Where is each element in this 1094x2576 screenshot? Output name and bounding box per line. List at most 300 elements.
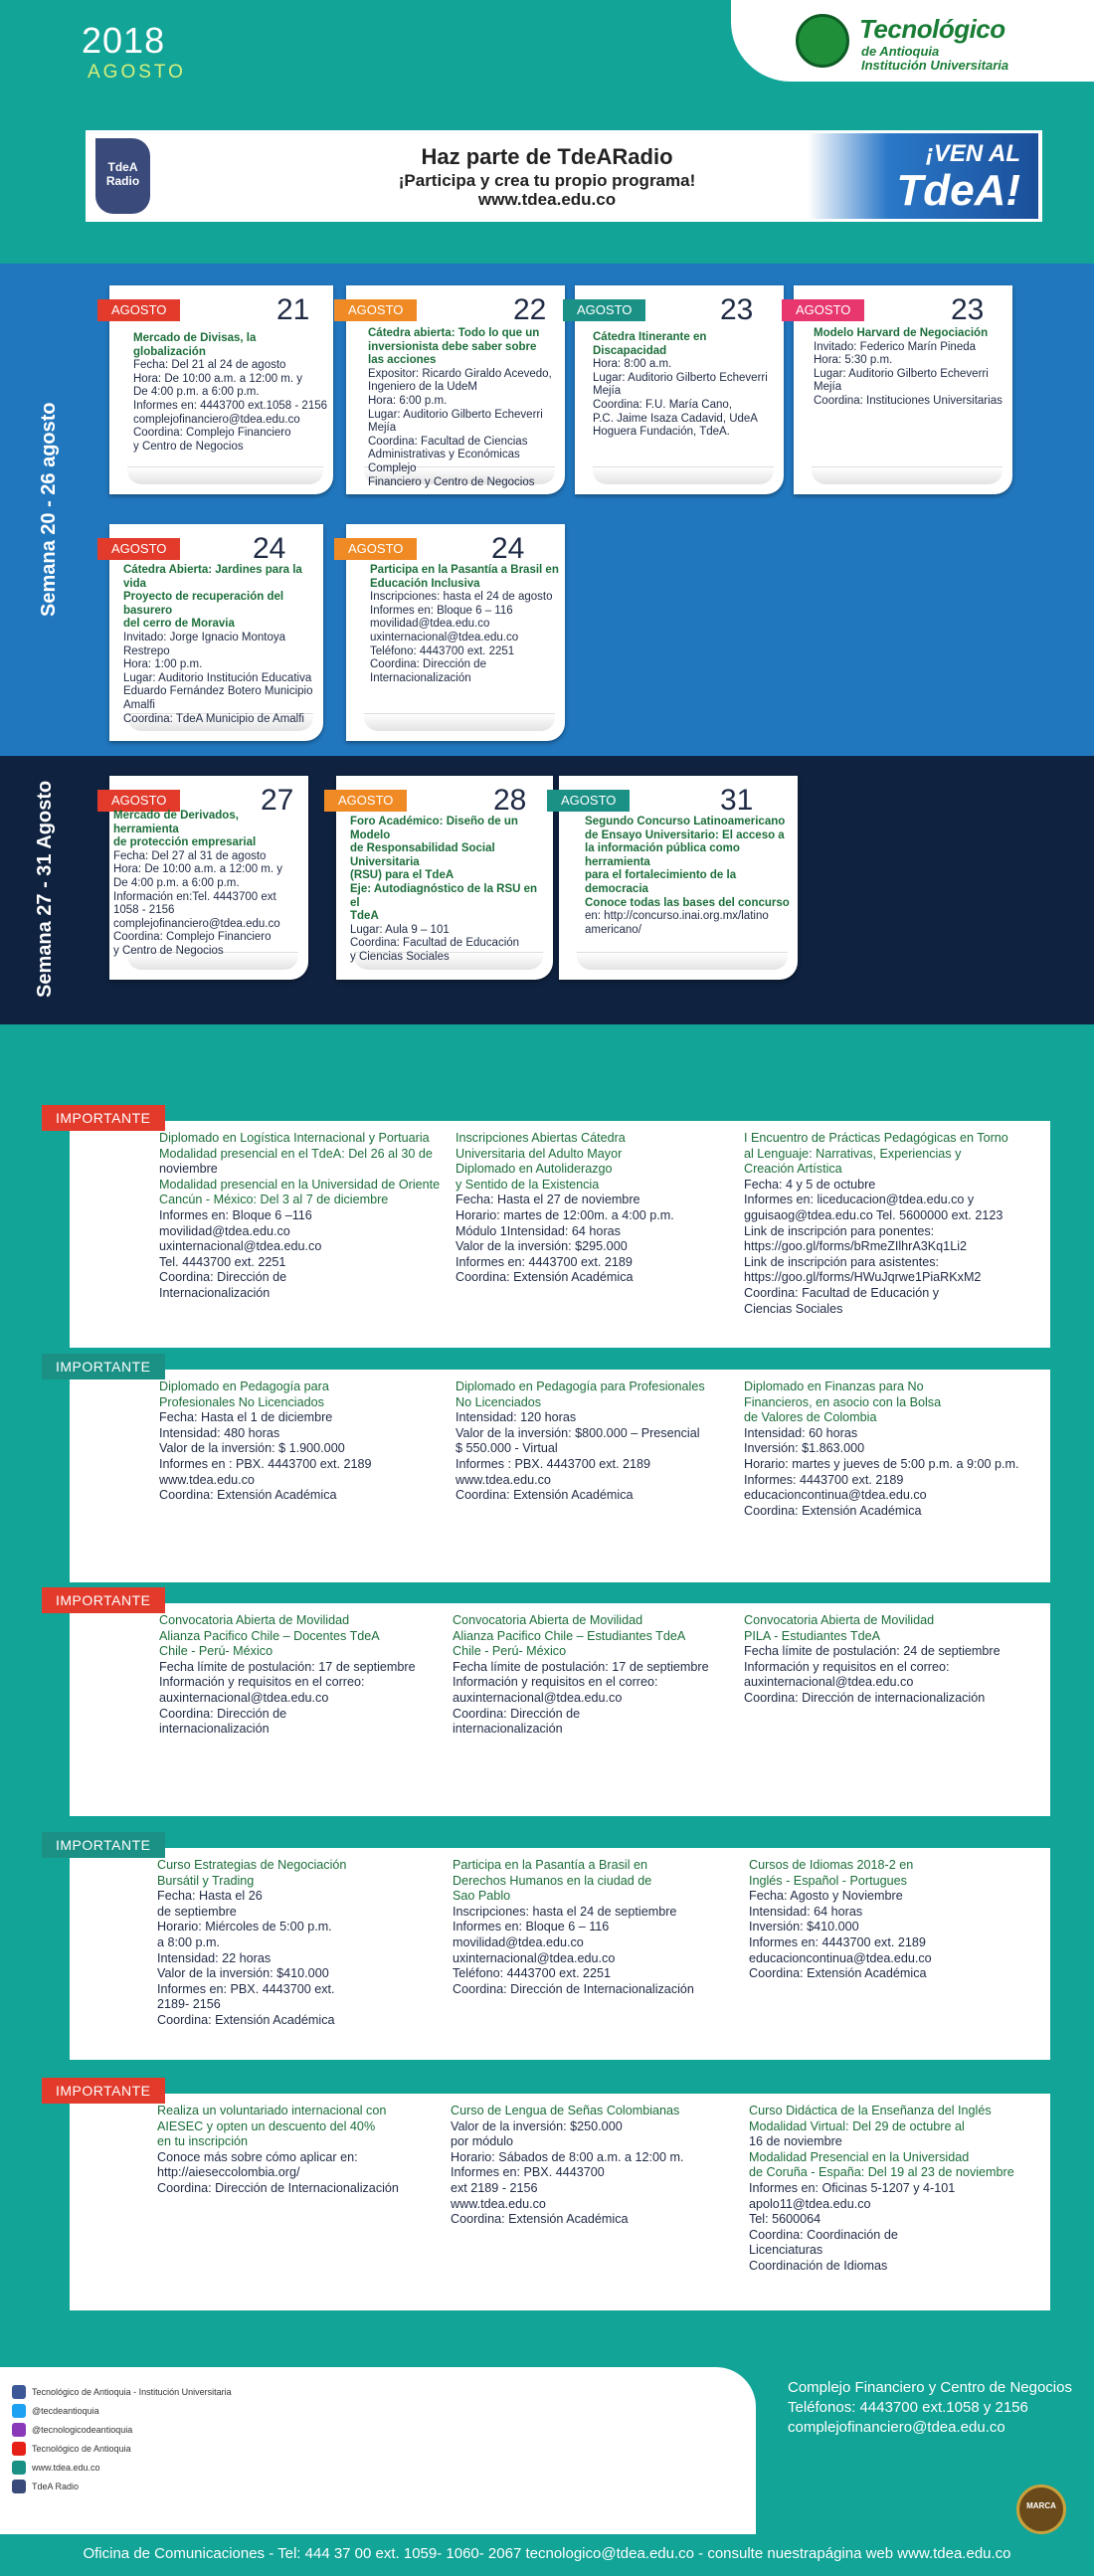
item-info-line: Informes en : PBX. 4443700 ext. 2189 (159, 1456, 372, 1471)
event-info-line: Fecha: Del 27 al 31 de agosto (113, 849, 267, 862)
event-info-line: Coordina: Dirección de (370, 658, 486, 671)
item-info-line: Horario: Sábados de 8:00 a.m. a 12:00 m. (451, 2149, 684, 2164)
item-info-line: Intensidad: 22 horas (157, 1950, 272, 1965)
item-info-line: Intensidad: 60 horas (744, 1425, 858, 1440)
item-info-line: Intensidad: 64 horas (749, 1904, 863, 1919)
item-info-line: Informes en: 4443700 ext. 2189 (749, 1934, 926, 1949)
item-info-line: a 8:00 p.m. (157, 1934, 221, 1949)
item-info-line: Internacionalización (159, 1285, 271, 1300)
item-info-line: auxinternacional@tdea.edu.co (453, 1690, 623, 1705)
event-title-line: Cátedra abierta: Todo lo que un (368, 327, 540, 339)
item-info-line: Coordina: Facultad de Educación y (744, 1285, 940, 1300)
event-info-line: Hora: De 10:00 a.m. a 12:00 m. y (113, 863, 283, 876)
item-info-line: Inversión: $410.000 (749, 1920, 859, 1934)
event-card[interactable] (559, 776, 798, 980)
item-info-line: Informes: 4443700 ext. 2189 (744, 1472, 904, 1487)
event-info-line: Coordina: Facultad de Educación (350, 937, 520, 950)
item-title-line: AIESEC y opten un descuento del 40% (157, 2118, 376, 2133)
logo-subtitle-2: Institución Universitaria (861, 58, 1009, 73)
logo-subtitle: de Antioquia (861, 44, 940, 59)
event-info-line: Amalfi (123, 698, 155, 711)
important-item (456, 1131, 739, 1286)
event-info-line: Mejía (593, 385, 622, 398)
important-item (159, 1613, 443, 1738)
tdea-logo-icon (796, 14, 849, 68)
important-item (744, 1380, 1042, 1519)
social-handle[interactable]: www.tdea.edu.co (32, 2463, 100, 2473)
event-card[interactable] (336, 776, 553, 980)
web-icon[interactable] (12, 2461, 26, 2475)
item-info-line: Informes : PBX. 4443700 ext. 2189 (456, 1456, 651, 1471)
event-info-line: Invitado: Jorge Ignacio Montoya (123, 631, 286, 644)
item-info-line: Coordina: Extensión Académica (456, 1488, 634, 1503)
item-info-line: Horario: martes y jueves de 5:00 p.m. a 9:00 p.m. (744, 1456, 1019, 1471)
item-title-line: Inscripciones Abiertas Cátedra (456, 1131, 626, 1145)
event-details (814, 327, 1008, 409)
twitter-icon[interactable] (12, 2404, 26, 2418)
item-info-line: Valor de la inversión: $295.000 (456, 1239, 628, 1254)
month-ribbon: AGOSTO (563, 299, 645, 321)
event-info-line: Lugar: Auditorio Gilberto Echeverri (593, 371, 768, 384)
item-title-line: I Encuentro de Prácticas Pedagógicas en Torno (744, 1131, 1008, 1145)
item-info-line: Cancún - México: Del 3 al 7 de diciembre (159, 1193, 389, 1207)
item-info-line: por módulo (451, 2134, 514, 2149)
important-item (744, 1613, 1042, 1707)
item-title-line: Financieros, en asocio con la Bolsa (744, 1394, 942, 1409)
social-handle[interactable]: @tecdeantioquia (32, 2406, 99, 2416)
event-title-line: Mercado de Derivados, herramienta (113, 810, 239, 835)
event-day-number: 28 (493, 784, 527, 817)
item-info-line: Coordina: Extensión Académica (744, 1503, 922, 1518)
event-day-number: 23 (951, 293, 985, 326)
item-info-line: Ciencias Sociales (744, 1301, 843, 1316)
event-info-line: Informes en: Bloque 6 – 116 (370, 604, 513, 617)
event-info-line: Hoguera Fundación, TdeA. (593, 426, 730, 439)
item-title-line: de Valores de Colombia (744, 1410, 877, 1425)
event-title-line: la información pública como herramienta (585, 842, 740, 868)
item-info-line: Tel: 5600064 (749, 2212, 821, 2227)
item-info-line: Horario: Miércoles de 5:00 p.m. (157, 1920, 332, 1934)
event-info-line: y Centro de Negocios (133, 440, 244, 453)
event-info-line: Coordina: TdeA Municipio de Amalfi (123, 712, 304, 725)
contact-email[interactable]: complejofinanciero@tdea.edu.co (788, 2419, 1005, 2436)
item-info-line: Link de inscripción para asistentes: (744, 1254, 940, 1269)
item-info-line: Fecha: Hasta el 26 (157, 1889, 263, 1904)
month-ribbon: AGOSTO (334, 299, 417, 321)
event-title-line: Foro Académico: Diseño de un Modelo (350, 816, 518, 841)
social-handle[interactable]: @tecnologicodeantioquia (32, 2425, 133, 2435)
event-info-line: Lugar: Auditorio Institución Educativa (123, 671, 312, 684)
item-title-line: Diplomado en Finanzas para No (744, 1380, 924, 1393)
event-day-number: 22 (513, 293, 547, 326)
bottom-contact-line: Oficina de Comunicaciones - Tel: 444 37 00 ext. 1059- 1060- 2067 tecnologico@tdea.edu.co - consulte nuestrapágina web www.tdea.edu.co (83, 2545, 1011, 2562)
month-ribbon: AGOSTO (324, 790, 407, 812)
event-info-line: Teléfono: 4443700 ext. 2251 (370, 644, 515, 657)
important-item (744, 1131, 1042, 1317)
event-card[interactable] (109, 285, 333, 494)
event-details (370, 564, 561, 685)
item-title-line: Diplomado en Pedagogía para (159, 1380, 329, 1393)
event-title-line: Segundo Concurso Latinoamericano (585, 816, 786, 828)
banner-url[interactable]: www.tdea.edu.co (477, 190, 617, 209)
item-title-line: Chile - Perú- México (453, 1644, 567, 1659)
item-info-line: https://goo.gl/forms/bRmeZIlhrA3Kq1Li2 (744, 1239, 967, 1254)
item-info-line: noviembre (159, 1162, 218, 1177)
youtube-icon[interactable] (12, 2442, 26, 2456)
item-info-line: apolo11@tdea.edu.co (749, 2196, 871, 2211)
card-page-curl (127, 466, 323, 484)
item-title-line: y Sentido de la Existencia (456, 1177, 600, 1192)
item-info-line: de Coruña - España: Del 19 al 23 de noviembre (749, 2165, 1014, 2180)
event-info-line: Información en:Tel. 4443700 ext (113, 890, 276, 903)
event-info-line: Internacionalización (370, 671, 471, 684)
item-title-line: Curso Didáctica de la Enseñanza del Inglés (749, 2104, 992, 2117)
event-title-line: TdeA (350, 910, 379, 923)
item-info-line: Coordina: Dirección de (159, 1706, 287, 1721)
item-info-line: Horario: martes de 12:00m. a 4:00 p.m. (456, 1207, 674, 1222)
item-title-line: Curso Estrategias de Negociación (157, 1858, 347, 1872)
item-title-line: Diplomado en Autoliderazgo (456, 1162, 613, 1177)
item-info-line: uxinternacional@tdea.edu.co (453, 1950, 616, 1965)
important-item (453, 1613, 736, 1738)
event-info-line: Hora: 5:30 p.m. (814, 354, 893, 367)
item-info-line: internacionalización (159, 1722, 270, 1737)
item-info-line: Informes en: Bloque 6 –116 (159, 1207, 312, 1222)
event-title-line: para el fortalecimiento de la democracia (585, 869, 737, 895)
item-title-line: Alianza Pacifico Chile – Estudiantes TdeA (453, 1628, 686, 1643)
item-info-line: $ 550.000 - Virtual (456, 1441, 558, 1456)
item-info-line: Informes en: Oficinas 5-1207 y 4-101 (749, 2180, 956, 2195)
month-ribbon: AGOSTO (97, 790, 180, 812)
card-page-curl (812, 466, 1003, 484)
item-info-line: Informes en: 4443700 ext. 2189 (456, 1254, 633, 1269)
event-info-line: Coordina: Complejo Financiero (133, 427, 291, 440)
item-title-line: Sao Pablo (453, 1889, 511, 1904)
event-info-line: P.C. Jaime Isaza Cadavid, UdeA (593, 412, 758, 425)
item-title-line: Realiza un voluntariado internacional con (157, 2104, 387, 2117)
event-info-line: Lugar: Aula 9 – 101 (350, 923, 450, 936)
ven-al-tdea-graphic (808, 133, 1038, 219)
event-info-line: 1058 - 2156 (113, 904, 175, 917)
event-card[interactable] (109, 776, 308, 980)
event-details (133, 332, 329, 454)
item-info-line: Inversión: $1.863.000 (744, 1441, 865, 1456)
event-details (123, 564, 319, 726)
important-item (453, 1858, 736, 1997)
event-details (368, 327, 561, 489)
item-info-line: Coordinación de Idiomas (749, 2258, 888, 2273)
banner-headline: Haz parte de TdeARadio (421, 144, 673, 169)
event-info-line: Ingeniero de la UdeM (368, 381, 477, 394)
event-info-line: Eduardo Fernández Botero Municipio (123, 685, 313, 698)
item-info-line: movilidad@tdea.edu.co (453, 1934, 584, 1949)
event-info-line: en: http://concurso.inai.org.mx/latino (585, 910, 769, 923)
event-card[interactable] (346, 524, 565, 741)
item-title-line: Profesionales No Licenciados (159, 1394, 324, 1409)
month-ribbon: AGOSTO (97, 538, 180, 560)
month-ribbon: AGOSTO (97, 299, 180, 321)
event-title-line: Cátedra Itinerante en Discapacidad (593, 331, 707, 357)
week-2-label: Semana 27 - 31 Agosto (34, 780, 56, 998)
social-handle[interactable]: TdeA Radio (32, 2482, 80, 2491)
event-info-line: Lugar: Auditorio Gilberto Echeverri Mejía (368, 408, 543, 435)
item-info-line: Coordina: Extensión Académica (456, 1270, 634, 1285)
item-info-line: Fecha: 4 y 5 de octubre (744, 1177, 876, 1192)
important-label: IMPORTANTE (42, 1354, 165, 1380)
item-info-line: Fecha: Hasta el 1 de diciembre (159, 1410, 333, 1425)
item-title-line: al Lenguaje: Narrativas, Experiencias y (744, 1146, 962, 1161)
item-info-line: Conoce más sobre cómo aplicar en: (157, 2149, 358, 2164)
instagram-icon[interactable] (12, 2423, 26, 2437)
month-ribbon: AGOSTO (782, 299, 864, 321)
item-title-line: Universitaria del Adulto Mayor (456, 1146, 623, 1161)
event-info-line: Coordina: Facultad de Ciencias (368, 435, 528, 448)
item-info-line: Modalidad Presencial en la Universidad (749, 2149, 970, 2164)
item-info-line: www.tdea.edu.co (456, 1472, 551, 1487)
item-info-line: www.tdea.edu.co (451, 2196, 546, 2211)
item-title-line: Derechos Humanos en la ciudad de (453, 1873, 652, 1888)
item-info-line: internacionalización (453, 1722, 563, 1737)
event-info-line: complejofinanciero@tdea.edu.co (113, 917, 280, 930)
item-info-line: Informes en: Bloque 6 – 116 (453, 1920, 610, 1934)
item-title-line: Diplomado en Pedagogía para Profesionales (456, 1380, 705, 1393)
event-info-line: Hora: 1:00 p.m. (123, 658, 203, 671)
item-info-line: Coordina: Dirección de (159, 1270, 287, 1285)
ven-text: ¡VEN AL (925, 140, 1020, 167)
social-handle[interactable]: Tecnológico de Antioquia - Institución Universitaria (32, 2387, 232, 2397)
event-info-line: y Centro de Negocios (113, 944, 224, 957)
item-info-line: Coordina: Extensión Académica (159, 1488, 337, 1503)
item-title-line: Creación Artística (744, 1162, 842, 1177)
event-title-line: Mercado de Divisas, la globalización (133, 332, 257, 358)
tdea-radio-logo: TdeA Radio (95, 138, 150, 214)
item-info-line: Valor de la inversión: $250.000 (451, 2118, 623, 2133)
event-info-line: Hora: 6:00 p.m. (368, 394, 448, 407)
item-info-line: uxinternacional@tdea.edu.co (159, 1239, 322, 1254)
item-title-line: Convocatoria Abierta de Movilidad (453, 1613, 643, 1627)
item-info-line: Informes en: PBX. 4443700 (451, 2165, 605, 2180)
event-info-line: Mejía (814, 381, 842, 394)
item-info-line: Modalidad presencial en el TdeA: Del 26 al 30 de (159, 1146, 433, 1161)
event-info-line: Restrepo (123, 644, 170, 657)
item-info-line: Coordina: Extensión Académica (451, 2212, 629, 2227)
item-info-line: auxinternacional@tdea.edu.co (159, 1690, 329, 1705)
item-title-line: Diplomado en Logística Internacional y Portuaria (159, 1131, 430, 1145)
event-info-line: uxinternacional@tdea.edu.co (370, 631, 519, 644)
event-title-line: Eje: Autodiagnóstico de la RSU en el (350, 882, 538, 909)
item-title-line: Inglés - Español - Portugues (749, 1873, 907, 1888)
month-ribbon: AGOSTO (547, 790, 630, 812)
month-title: AGOSTO (88, 62, 186, 83)
event-details (350, 816, 549, 965)
social-handle[interactable]: Tecnológico de Antioquia (32, 2444, 131, 2454)
item-info-line: Teléfono: 4443700 ext. 2251 (453, 1966, 611, 1981)
important-label: IMPORTANTE (42, 2078, 165, 2104)
item-info-line: educacioncontinua@tdea.edu.co (744, 1488, 927, 1503)
radio-icon[interactable] (12, 2480, 26, 2493)
event-title-line: Participa en la Pasantía a Brasil en (370, 564, 559, 576)
item-info-line: ext 2189 - 2156 (451, 2180, 538, 2195)
item-info-line: http://aieseccolombia.org/ (157, 2165, 300, 2180)
item-info-line: Información y requisitos en el correo: (744, 1659, 950, 1674)
event-day-number: 24 (491, 532, 525, 565)
event-details (113, 810, 304, 959)
event-info-line: Informes en: 4443700 ext.1058 - 2156 (133, 399, 328, 412)
item-info-line: Coordina: Dirección de (453, 1706, 581, 1721)
contact-department: Complejo Financiero y Centro de Negocios (788, 2379, 1072, 2396)
week-1-label: Semana 20 - 26 agosto (38, 402, 60, 617)
item-info-line: Fecha límite de postulación: 24 de septiembre (744, 1644, 1001, 1659)
item-info-line: 16 de noviembre (749, 2134, 842, 2149)
item-info-line: Coordina: Dirección de Internacionalización (453, 1981, 694, 1996)
year-title: 2018 (82, 20, 166, 61)
item-title-line: Chile - Perú- México (159, 1644, 274, 1659)
important-label: IMPORTANTE (42, 1832, 165, 1858)
event-info-line: Lugar: Auditorio Gilberto Echeverri (814, 367, 989, 380)
event-info-line: Fecha: Del 21 al 24 de agosto (133, 359, 286, 372)
item-info-line: Intensidad: 120 horas (456, 1410, 577, 1425)
important-item (749, 2104, 1047, 2275)
event-title-line: las acciones (368, 354, 437, 367)
event-info-line: complejofinanciero@tdea.edu.co (133, 413, 300, 426)
contact-phones: Teléfonos: 4443700 ext.1058 y 2156 (788, 2399, 1028, 2416)
item-info-line: Modalidad Virtual: Del 29 de octubre al (749, 2118, 965, 2133)
item-info-line: Modalidad presencial en la Universidad de Oriente (159, 1177, 441, 1192)
event-card[interactable] (575, 285, 784, 494)
item-info-line: Información y requisitos en el correo: (159, 1675, 365, 1690)
event-title-line: de protección empresarial (113, 836, 257, 849)
item-title-line: Curso de Lengua de Señas Colombianas (451, 2104, 680, 2117)
important-item (157, 2104, 441, 2197)
item-info-line: Coordina: Coordinación de (749, 2227, 898, 2242)
item-info-line: Fecha: Hasta el 27 de noviembre (456, 1193, 640, 1207)
facebook-icon[interactable] (12, 2385, 26, 2399)
event-info-line: y Ciencias Sociales (350, 950, 450, 963)
item-info-line: Licenciaturas (749, 2243, 823, 2258)
item-info-line: 2189- 2156 (157, 1997, 221, 2012)
event-title-line: Proyecto de recuperación del basurero (123, 591, 284, 617)
item-title-line: No Licenciados (456, 1394, 542, 1409)
event-info-line: De 4:00 p.m. a 6:00 p.m. (113, 876, 240, 889)
item-info-line: Fecha límite de postulación: 17 de septiembre (159, 1659, 416, 1674)
tdea-text: TdeA! (896, 166, 1020, 215)
item-info-line: Valor de la inversión: $800.000 – Presencial (456, 1425, 700, 1440)
item-title-line: en tu inscripción (157, 2134, 249, 2149)
item-info-line: educacioncontinua@tdea.edu.co (749, 1950, 932, 1965)
important-item (159, 1380, 443, 1504)
item-info-line: Coordina: Dirección de internacionalización (744, 1690, 986, 1705)
event-info-line: Financiero y Centro de Negocios (368, 475, 535, 488)
event-day-number: 31 (720, 784, 754, 817)
event-info-line: Coordina: Instituciones Universitarias (814, 394, 1003, 407)
item-info-line: Inscripciones: hasta el 24 de septiembre (453, 1904, 677, 1919)
important-item (456, 1380, 739, 1504)
item-info-line: Tel. 4443700 ext. 2251 (159, 1254, 286, 1269)
marca-seal-icon: MARCA (1016, 2484, 1066, 2534)
event-title-line: inversionista debe saber sobre (368, 340, 537, 353)
item-info-line: Informes en: liceducacion@tdea.edu.co y (744, 1193, 975, 1207)
event-info-line: Coordina: Complejo Financiero (113, 931, 272, 944)
event-title-line: Modelo Harvard de Negociación (814, 327, 989, 339)
item-info-line: Valor de la inversión: $ 1.900.000 (159, 1441, 345, 1456)
event-day-number: 23 (720, 293, 754, 326)
card-page-curl (577, 952, 788, 970)
event-title-line: de Ensayo Universitario: El acceso a (585, 828, 785, 841)
item-info-line: Información y requisitos en el correo: (453, 1675, 658, 1690)
card-page-curl (364, 713, 555, 731)
event-details (585, 816, 794, 937)
item-info-line: Valor de la inversión: $410.000 (157, 1966, 329, 1981)
item-title-line: Convocatoria Abierta de Movilidad (159, 1613, 350, 1627)
banner-tagline: ¡Participa y crea tu propio programa! (398, 171, 696, 190)
event-info-line: Inscripciones: hasta el 24 de agosto (370, 591, 553, 604)
event-info-line: Administrativas y Económicas Complejo (368, 449, 520, 474)
item-title-line: Alianza Pacifico Chile – Docentes TdeA (159, 1628, 380, 1643)
item-title-line: Convocatoria Abierta de Movilidad (744, 1613, 935, 1627)
event-info-line: Invitado: Federico Marín Pineda (814, 340, 977, 353)
event-details (593, 331, 780, 440)
event-title-line: (RSU) para el TdeA (350, 869, 455, 882)
event-info-line: Expositor: Ricardo Giraldo Acevedo, (368, 367, 552, 380)
item-info-line: de septiembre (157, 1904, 237, 1919)
important-label: IMPORTANTE (42, 1105, 165, 1131)
event-info-line: Hora: 8:00 a.m. (593, 358, 672, 371)
month-ribbon: AGOSTO (334, 538, 417, 560)
event-day-number: 24 (253, 532, 286, 565)
item-info-line: Link de inscripción para ponentes: (744, 1223, 935, 1238)
card-page-curl (593, 466, 774, 484)
event-day-number: 27 (261, 784, 294, 817)
event-card[interactable] (346, 285, 565, 494)
event-day-number: 21 (276, 293, 310, 326)
important-item (749, 1858, 1047, 1982)
item-info-line: movilidad@tdea.edu.co (159, 1223, 290, 1238)
item-info-line: https://goo.gl/forms/HWuJqrwe1PiaRKxM2 (744, 1270, 982, 1285)
item-title-line: PILA - Estudiantes TdeA (744, 1628, 880, 1643)
important-item (451, 2104, 734, 2228)
event-card[interactable] (794, 285, 1012, 494)
event-card[interactable] (109, 524, 323, 741)
item-title-line: Participa en la Pasantía a Brasil en (453, 1858, 648, 1872)
event-info-line: movilidad@tdea.edu.co (370, 618, 490, 631)
item-info-line: Fecha límite de postulación: 17 de septiembre (453, 1659, 709, 1674)
event-info-line: americano/ (585, 923, 641, 936)
event-info-line: Coordina: F.U. María Cano, (593, 398, 732, 411)
important-item (159, 1131, 443, 1302)
item-info-line: Módulo 1Intensidad: 64 horas (456, 1223, 621, 1238)
event-title-line: del cerro de Moravia (123, 618, 235, 631)
event-title-line: Cátedra Abierta: Jardines para la vida (123, 564, 302, 590)
important-label: IMPORTANTE (42, 1587, 165, 1613)
event-info-line: Hora: De 10:00 a.m. a 12:00 m. y (133, 372, 303, 385)
item-info-line: Informes en: PBX. 4443700 ext. (157, 1981, 335, 1996)
item-title-line: Cursos de Idiomas 2018-2 en (749, 1858, 914, 1872)
item-info-line: Coordina: Extensión Académica (749, 1966, 927, 1981)
event-title-line: Educación Inclusiva (370, 577, 480, 590)
event-info-line: De 4:00 p.m. a 6:00 p.m. (133, 386, 260, 399)
item-info-line: gguisaog@tdea.edu.co Tel. 5600000 ext. 2123 (744, 1207, 1003, 1222)
event-title-line: Conoce todas las bases del concurso (585, 896, 790, 909)
item-title-line: Bursátil y Trading (157, 1873, 255, 1888)
item-info-line: Coordina: Extensión Académica (157, 2012, 335, 2027)
item-info-line: auxinternacional@tdea.edu.co (744, 1675, 914, 1690)
item-info-line: www.tdea.edu.co (159, 1472, 255, 1487)
item-info-line: Fecha: Agosto y Noviembre (749, 1889, 903, 1904)
item-info-line: Intensidad: 480 horas (159, 1425, 280, 1440)
item-info-line: Coordina: Dirección de Internacionalización (157, 2180, 399, 2195)
logo-title: Tecnológico (859, 14, 1005, 44)
event-title-line: de Responsabilidad Social Universitaria (350, 842, 495, 868)
